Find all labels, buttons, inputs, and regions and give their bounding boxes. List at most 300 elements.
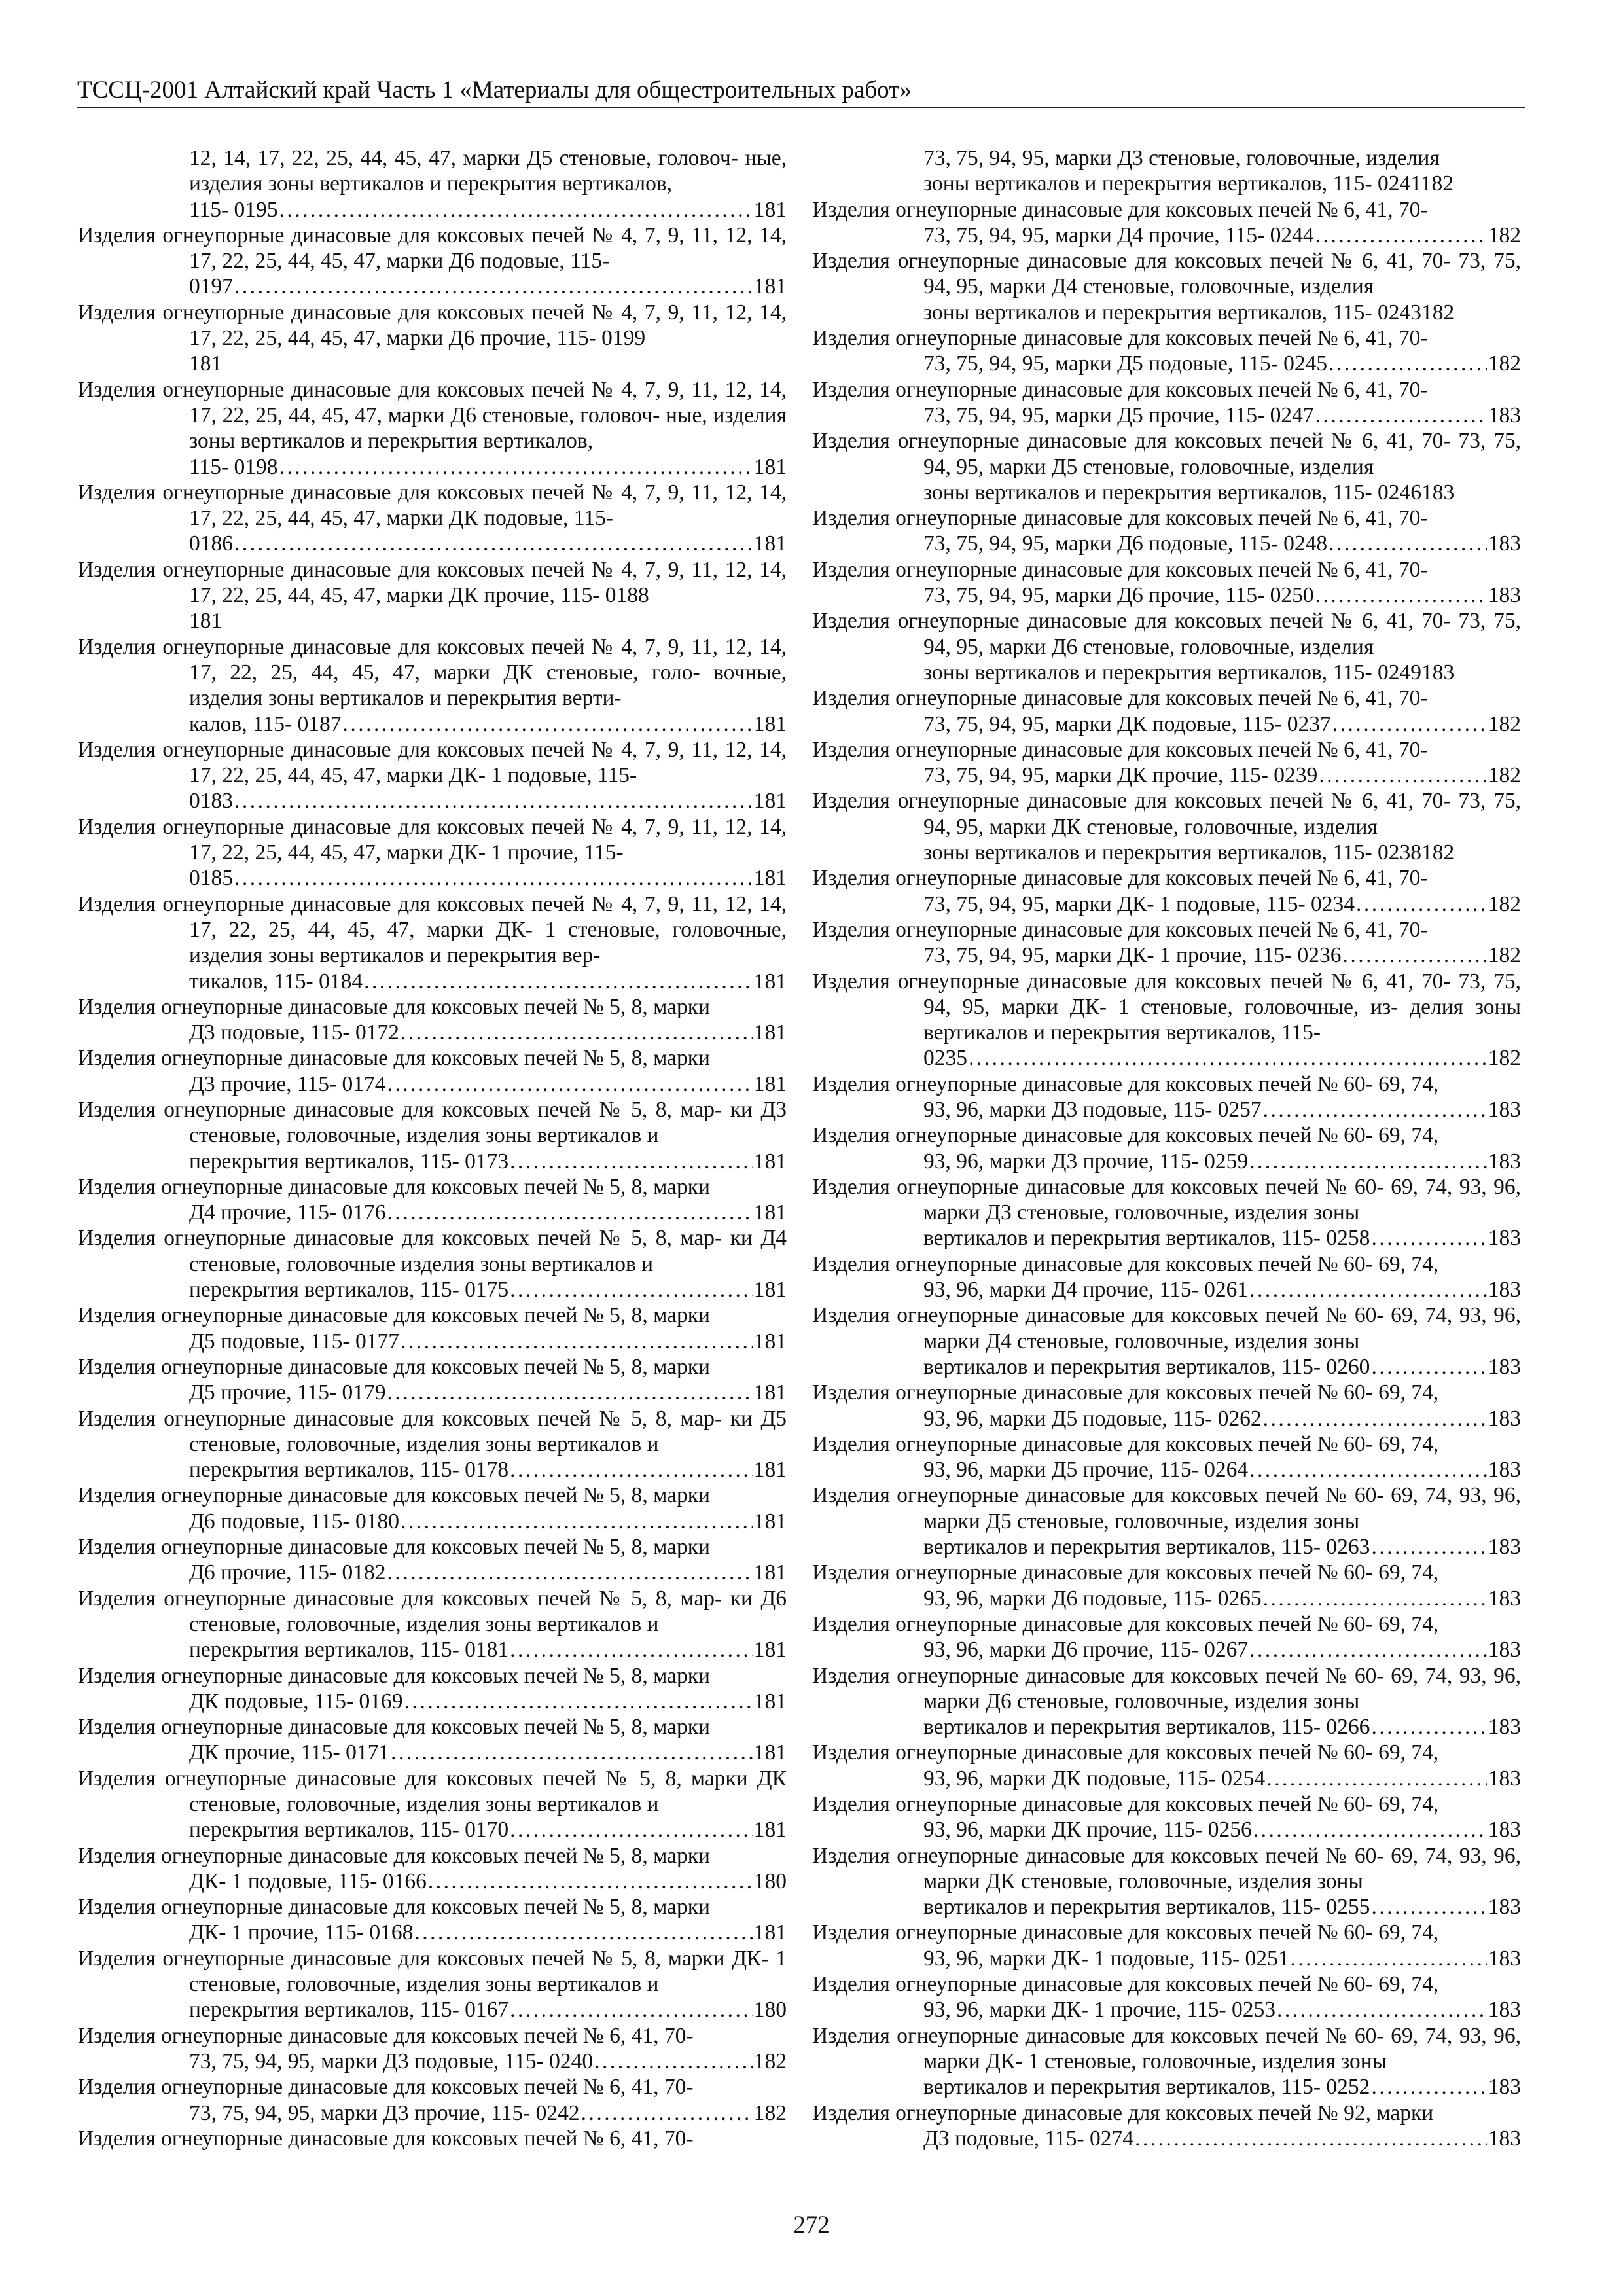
- index-entry: [78, 1586, 787, 1663]
- entry-last-line: [923, 403, 1521, 428]
- index-entry: [78, 737, 787, 814]
- entry-last-line: [923, 171, 1521, 196]
- entry-line: Изделия огнеупорные динасовые для коксовых печей № 5, 8, марки: [78, 1715, 710, 1740]
- entry-tail-text: 73, 75, 94, 95, марки Д6 прочие, 115- 0250: [923, 583, 1314, 608]
- entry-last-line: [189, 969, 787, 994]
- entry-page-ref: 183: [1488, 1638, 1521, 1662]
- entry-line: 73, 75, 94, 95, марки Д5 стеновые, головочные, изделия: [923, 429, 1521, 479]
- entry-page-ref: 181: [753, 1149, 787, 1174]
- entry-last-line: [923, 2074, 1521, 2100]
- dot-leader: [1371, 1714, 1486, 1740]
- entry-last-line: [189, 1560, 787, 1585]
- entry-line: Изделия огнеупорные динасовые для коксовых печей № 60- 69, 74,: [812, 1071, 1439, 1096]
- entry-page-ref: 180: [753, 1869, 787, 1893]
- dot-leader: [1253, 1817, 1487, 1842]
- entry-last-line: [189, 1200, 787, 1225]
- index-entry: [812, 1071, 1521, 1123]
- entry-line: Изделия огнеупорные динасовые для коксовых печей № 60- 69, 74,: [812, 1251, 1439, 1276]
- entry-last-line: [923, 1714, 1521, 1740]
- index-entry: [812, 2100, 1521, 2152]
- entry-tail-text: 93, 96, марки ДК- 1 подовые, 115- 0251: [923, 1946, 1289, 1971]
- entry-line: Изделия огнеупорные динасовые для коксовых печей № 60- 69, 74,: [812, 1431, 1439, 1456]
- entry-line: 93, 96, марки Д3 стеновые, головочные, изделия зоны: [923, 1174, 1522, 1225]
- entry-line: 73, 75, 94, 95, марки ДК- 1 стеновые, головочные, из-: [923, 969, 1521, 1019]
- entry-line: Изделия огнеупорные динасовые для коксовых печей № 6, 41, 70-: [78, 2075, 694, 2100]
- entry-line: 93, 96, марки Д5 стеновые, головочные, изделия зоны: [923, 1483, 1522, 1534]
- entry-tail-text: зоны вертикалов и перекрытия вертикалов, 115- 0246183: [923, 480, 1455, 505]
- entry-page-ref: 183: [1488, 1895, 1521, 1920]
- entry-page-ref: 183: [1488, 403, 1521, 427]
- entry-line: Изделия огнеупорные динасовые для коксовых печей № 6, 41, 70-: [812, 789, 1451, 814]
- entry-tail-text: вертикалов и перекрытия вертикалов, 115- 0255: [923, 1895, 1370, 1920]
- entry-line: Изделия огнеупорные динасовые для коксовых печей № 6, 41, 70-: [812, 377, 1428, 402]
- entry-line: Изделия огнеупорные динасовые для коксовых печей № 60- 69, 74,: [812, 1843, 1453, 1868]
- dot-leader: [1249, 1277, 1487, 1302]
- entry-tail-text: 93, 96, марки ДК подовые, 115- 0254: [923, 1766, 1266, 1791]
- entry-line: ки Д3 стеновые, головочные, изделия зоны вертикалов и: [189, 1097, 787, 1148]
- index-entry: [78, 557, 787, 634]
- dot-leader: [1249, 1457, 1487, 1482]
- entry-page-ref: 183: [1488, 1586, 1521, 1611]
- index-entry: [812, 1482, 1521, 1560]
- entry-page-ref: 182: [753, 2049, 787, 2073]
- entry-line: 12, 14, 17, 22, 25, 44, 45, 47, марки ДК стеновые, голо-: [189, 634, 787, 685]
- index-column-right: [812, 145, 1521, 2151]
- dot-leader: [510, 1637, 753, 1662]
- entry-line: Изделия огнеупорные динасовые для коксовых печей № 60- 69, 74,: [812, 1740, 1439, 1765]
- index-entry: [78, 1097, 787, 1174]
- entry-tail-text: вертикалов и перекрытия вертикалов, 115- 0258: [923, 1226, 1370, 1251]
- index-entry: [812, 685, 1521, 737]
- entry-line: Изделия огнеупорные динасовые для коксовых печей № 6, 41, 70-: [812, 737, 1428, 762]
- entry-page-ref: 183: [1488, 1818, 1521, 1842]
- index-entry: [812, 1971, 1521, 2023]
- entry-last-line: [923, 1586, 1521, 1611]
- dot-leader: [1263, 1406, 1487, 1431]
- entry-line: Изделия огнеупорные динасовые для коксовых печей № 6, 41, 70-: [812, 969, 1451, 994]
- entry-tail-text: 93, 96, марки Д6 прочие, 115- 0267: [923, 1638, 1249, 1662]
- entry-last-line: [189, 454, 787, 480]
- entry-last-line: [189, 2049, 787, 2074]
- entry-last-line: [923, 2126, 1521, 2151]
- entry-last-line: [189, 1329, 787, 1354]
- index-entry: [78, 2126, 787, 2151]
- entry-tail-text: 115- 0198: [189, 454, 278, 479]
- entry-tail-text: вертикалов и перекрытия вертикалов, 115- 0260: [923, 1354, 1370, 1379]
- entry-line: Изделия огнеупорные динасовые для коксовых печей № 4, 7, 9,: [78, 223, 685, 247]
- entry-page-ref: 183: [1488, 531, 1521, 556]
- entry-tail-text: 181: [189, 609, 223, 634]
- entry-tail-text: 73, 75, 94, 95, марки Д3 подовые, 115- 0240: [189, 2049, 594, 2073]
- page-number: 272: [793, 2212, 830, 2238]
- dot-leader: [594, 2049, 753, 2074]
- entry-page-ref: 181: [753, 789, 787, 814]
- entry-tail-text: 0183: [189, 789, 233, 814]
- entry-last-line: [189, 274, 787, 299]
- index-entry: [812, 197, 1521, 249]
- entry-line: Изделия огнеупорные динасовые для коксовых печей № 60- 69, 74,: [812, 1792, 1439, 1816]
- entry-line: Изделия огнеупорные динасовые для коксовых печей № 60- 69, 74,: [812, 2023, 1453, 2048]
- entry-last-line: [189, 608, 787, 634]
- entry-line: Изделия огнеупорные динасовые для коксовых печей № 60- 69, 74,: [812, 1123, 1439, 1148]
- dot-leader: [428, 1869, 753, 1894]
- entry-tail-text: Д3 подовые, 115- 0274: [923, 2126, 1133, 2151]
- entry-line: Изделия огнеупорные динасовые для коксовых печей № 5, 8, марки: [78, 1303, 710, 1328]
- entry-tail-text: 0197: [189, 274, 233, 299]
- entry-line: Изделия огнеупорные динасовые для коксовых печей № 5, 8, марки: [78, 1895, 710, 1920]
- dot-leader: [1291, 1946, 1487, 1971]
- index-entry: [812, 1791, 1521, 1843]
- entry-line: Изделия огнеупорные динасовые для коксовых печей № 6, 41, 70-: [812, 557, 1428, 582]
- dot-leader: [510, 1457, 753, 1482]
- index-entry: [812, 969, 1521, 1071]
- entry-line: Изделия огнеупорные динасовые для коксовых печей № 5, 8, марки: [78, 1354, 710, 1379]
- entry-page-ref: 183: [1488, 1998, 1521, 2022]
- entry-line: Изделия огнеупорные динасовые для коксовых печей № 60- 69, 74,: [812, 1611, 1439, 1636]
- entry-tail-text: Д6 прочие, 115- 0182: [189, 1560, 386, 1585]
- entry-tail-text: 73, 75, 94, 95, марки ДК- 1 подовые, 115- 0234: [923, 891, 1355, 916]
- dot-leader: [401, 1509, 753, 1534]
- entry-last-line: [923, 1946, 1521, 1971]
- index-entry: [78, 1225, 787, 1302]
- entry-line: Изделия огнеупорные динасовые для коксовых печей № 60- 69, 74,: [812, 1303, 1453, 1328]
- entry-page-ref: 183: [1488, 1149, 1521, 1174]
- dot-leader: [510, 1149, 753, 1174]
- index-entry: [812, 325, 1521, 377]
- entry-tail-text: вертикалов и перекрытия вертикалов, 115- 0252: [923, 2075, 1370, 2100]
- entry-line: Изделия огнеупорные динасовые для коксовых печей № 4, 7, 9, 11,: [78, 557, 718, 582]
- entry-tail-text: 73, 75, 94, 95, марки Д3 прочие, 115- 0242: [189, 2100, 580, 2125]
- dot-leader: [414, 1920, 752, 1945]
- dot-leader: [234, 531, 753, 556]
- entry-page-ref: 181: [753, 1818, 787, 1842]
- entry-line: 12, 14, 17, 22, 25, 44, 45, 47, марки Д6 стеновые, головоч-: [189, 377, 787, 427]
- index-entry: [78, 634, 787, 737]
- dot-leader: [1371, 1354, 1486, 1380]
- dot-leader: [234, 788, 753, 814]
- entry-page-ref: 182: [1488, 763, 1521, 788]
- entry-line: Изделия огнеупорные динасовые для коксовых печей № 60- 69, 74,: [812, 1174, 1453, 1199]
- entry-line: 12, 14, 17, 22, 25, 44, 45, 47, марки Д5 стеновые, головоч-: [189, 146, 738, 170]
- entry-tail-text: зоны вертикалов и перекрытия вертикалов, 115- 0243182: [923, 300, 1455, 325]
- index-entry: [78, 300, 787, 377]
- index-entry: [812, 1920, 1521, 1971]
- entry-last-line: [923, 660, 1521, 685]
- entry-tail-text: Д3 подовые, 115- 0172: [189, 1020, 399, 1045]
- entry-tail-text: 73, 75, 94, 95, марки Д4 прочие, 115- 0244: [923, 223, 1314, 247]
- entry-tail-text: 73, 75, 94, 95, марки Д5 прочие, 115- 0247: [923, 403, 1314, 427]
- entry-last-line: [189, 1071, 787, 1097]
- entry-line: вочные, изделия зоны вертикалов и перекрытия верти-: [189, 660, 787, 711]
- entry-page-ref: 183: [1488, 1354, 1521, 1379]
- entry-last-line: [923, 480, 1521, 505]
- index-entry: [812, 505, 1521, 557]
- entry-line: Изделия огнеупорные динасовые для коксовых печей № 60- 69, 74,: [812, 1560, 1439, 1585]
- entry-line: Изделия огнеупорные динасовые для коксовых печей № 5, 8, мар-: [78, 1097, 722, 1122]
- entry-page-ref: 182: [1488, 351, 1521, 376]
- entry-last-line: [923, 583, 1521, 608]
- entry-last-line: [923, 1277, 1521, 1302]
- entry-line: ки Д6 стеновые, головочные, изделия зоны вертикалов и: [189, 1586, 787, 1636]
- dot-leader: [1371, 1894, 1486, 1920]
- entry-tail-text: зоны вертикалов и перекрытия вертикалов, 115- 0241182: [923, 171, 1454, 196]
- entry-line: 93, 96, марки ДК стеновые, головочные, изделия зоны: [923, 1843, 1522, 1893]
- entry-tail-text: 115- 0195: [189, 197, 278, 222]
- entry-line: Изделия огнеупорные динасовые для коксовых печей № 5, 8, марки: [78, 1946, 725, 1971]
- dot-leader: [1249, 1637, 1487, 1662]
- entry-last-line: [923, 1894, 1521, 1920]
- entry-last-line: [189, 1509, 787, 1534]
- dot-leader: [510, 1997, 753, 2022]
- entry-last-line: [189, 2100, 787, 2126]
- entry-last-line: [189, 1920, 787, 1945]
- entry-page-ref: 181: [753, 1920, 787, 1945]
- dot-leader: [1371, 1534, 1486, 1560]
- entry-line: ные, изделия зоны вертикалов и перекрытия вертикалов,: [189, 403, 787, 454]
- entry-last-line: [189, 1380, 787, 1405]
- index-entry: [78, 1946, 787, 2023]
- dot-leader: [387, 1560, 752, 1585]
- index-entry: [78, 2023, 787, 2075]
- dot-leader: [1356, 891, 1487, 917]
- index-entry: [812, 917, 1521, 969]
- entry-page-ref: 183: [1488, 1458, 1521, 1482]
- entry-page-ref: 181: [753, 531, 787, 556]
- entry-page-ref: 183: [1488, 1278, 1521, 1302]
- entry-line: 11, 12, 14, 17, 22, 25, 44, 45, 47, марки Д6 подовые, 115-: [189, 223, 787, 274]
- index-entry: [812, 248, 1521, 325]
- index-entry: [812, 557, 1521, 609]
- index-entry: [812, 1843, 1521, 1920]
- entry-page-ref: 183: [1488, 2126, 1521, 2151]
- entry-line: Изделия огнеупорные динасовые для коксовых печей № 60- 69, 74,: [812, 1380, 1439, 1405]
- entry-last-line: [189, 1020, 787, 1045]
- index-entry: [812, 737, 1521, 789]
- dot-leader: [279, 454, 753, 480]
- entry-page-ref: 182: [1488, 891, 1521, 916]
- dot-leader: [234, 274, 753, 299]
- entry-last-line: [189, 865, 787, 891]
- entry-page-ref: 181: [753, 969, 787, 994]
- index-entry: [812, 1663, 1521, 1740]
- entry-tail-text: ДК- 1 подовые, 115- 0166: [189, 1869, 427, 1893]
- entry-page-ref: 181: [753, 274, 787, 299]
- dot-leader: [391, 1740, 753, 1765]
- entry-page-ref: 183: [1488, 1406, 1521, 1431]
- dot-leader: [364, 969, 753, 994]
- entry-line: Изделия огнеупорные динасовые для коксовых печей № 5, 8, марки: [78, 1483, 710, 1508]
- index-entry: [812, 1174, 1521, 1251]
- entry-tail-text: 93, 96, марки ДК прочие, 115- 0256: [923, 1818, 1252, 1842]
- entry-line: Изделия огнеупорные динасовые для коксовых печей № 6, 41, 70-: [812, 506, 1428, 531]
- entry-last-line: [923, 891, 1521, 917]
- entry-last-line: [923, 1097, 1521, 1122]
- index-entry: [812, 1380, 1521, 1431]
- entry-line: 12, 14, 17, 22, 25, 44, 45, 47, марки ДК- 1 прочие, 115-: [189, 814, 787, 865]
- entry-line: 12, 14, 17, 22, 25, 44, 45, 47, марки Д6 прочие, 115- 0199: [189, 300, 787, 351]
- entry-tail-text: 93, 96, марки Д5 прочие, 115- 0264: [923, 1458, 1249, 1482]
- entry-page-ref: 183: [1488, 2075, 1521, 2100]
- entry-last-line: [923, 1354, 1521, 1380]
- entry-tail-text: Д6 подовые, 115- 0180: [189, 1509, 399, 1534]
- entry-tail-text: ДК подовые, 115- 0169: [189, 1689, 403, 1713]
- entry-last-line: [923, 223, 1521, 248]
- entry-page-ref: 181: [753, 1329, 787, 1354]
- entry-line: 73, 75, 94, 95, марки ДК стеновые, головочные, изделия: [923, 789, 1521, 839]
- entry-line: Изделия огнеупорные динасовые для коксовых печей № 5, 8, мар-: [78, 1406, 722, 1431]
- entry-last-line: [923, 1997, 1521, 2022]
- dot-leader: [1371, 2074, 1486, 2100]
- entry-tail-text: вертикалов и перекрытия вертикалов, 115- 0263: [923, 1535, 1370, 1560]
- index-entry: [78, 1766, 787, 1843]
- index-entry: [812, 608, 1521, 685]
- dot-leader: [387, 1380, 752, 1405]
- entry-tail-text: Д5 подовые, 115- 0177: [189, 1329, 399, 1354]
- index-entry: [78, 994, 787, 1046]
- entry-line: 73, 75, 94, 95, марки Д3 стеновые, головочные, изделия: [923, 146, 1440, 170]
- index-entry: [78, 145, 787, 223]
- entry-line: Изделия огнеупорные динасовые для коксовых печей № 5, 8, марки: [78, 1663, 710, 1688]
- index-entry: [812, 1251, 1521, 1303]
- entry-tail-text: 93, 96, марки Д3 прочие, 115- 0259: [923, 1149, 1249, 1174]
- entry-tail-text: 73, 75, 94, 95, марки Д5 подовые, 115- 0245: [923, 351, 1328, 376]
- entry-line: Изделия огнеупорные динасовые для коксовых печей № 6, 41, 70-: [78, 2023, 694, 2048]
- entry-line: ные, изделия зоны вертикалов и перекрытия вертикалов,: [189, 146, 787, 196]
- index-entry: [78, 1482, 787, 1534]
- entry-line: Изделия огнеупорные динасовые для коксовых печей № 5, 8, мар-: [78, 1586, 722, 1611]
- entry-tail-text: 0235: [923, 1046, 967, 1071]
- entry-line: 12, 14, 17, 22, 25, 44, 45, 47, марки ДК- 1 подовые, 115-: [189, 737, 787, 788]
- entry-page-ref: 181: [753, 454, 787, 479]
- entry-last-line: [923, 1534, 1521, 1560]
- index-entry: [78, 1302, 787, 1354]
- index-entry: [812, 1302, 1521, 1380]
- index-entry: [812, 2023, 1521, 2100]
- entry-line: Изделия огнеупорные динасовые для коксовых печей № 4, 7, 9, 11,: [78, 634, 718, 659]
- entry-page-ref: 183: [1488, 1535, 1521, 1560]
- entry-page-ref: 182: [1488, 711, 1521, 736]
- entry-line: Изделия огнеупорные динасовые для коксовых печей № 5, 8, мар-: [78, 1226, 722, 1251]
- entry-tail-text: 93, 96, марки Д4 прочие, 115- 0261: [923, 1278, 1249, 1302]
- entry-last-line: [189, 1277, 787, 1302]
- entry-tail-text: вертикалов и перекрытия вертикалов, 115- 0266: [923, 1715, 1370, 1740]
- entry-last-line: [923, 1637, 1521, 1662]
- entry-last-line: [923, 1149, 1521, 1174]
- entry-line: Изделия огнеупорные динасовые для коксовых печей № 60- 69, 74,: [812, 1920, 1439, 1945]
- entry-page-ref: 180: [753, 1998, 787, 2022]
- dot-leader: [401, 1020, 753, 1045]
- entry-line: Изделия огнеупорные динасовые для коксовых печей № 5, 8, марки: [78, 1535, 710, 1560]
- entry-line: Изделия огнеупорные динасовые для коксовых печей № 60- 69, 74,: [812, 1663, 1453, 1688]
- entry-line: Изделия огнеупорные динасовые для коксовых печей № 60- 69, 74,: [812, 1972, 1439, 1997]
- dot-leader: [401, 1329, 753, 1354]
- entry-page-ref: 181: [753, 1071, 787, 1096]
- entry-tail-text: перекрытия вертикалов, 115- 0173: [189, 1149, 509, 1174]
- entry-line: 12, 14, 17, 22, 25, 44, 45, 47, марки ДК подовые, 115-: [189, 480, 787, 531]
- entry-page-ref: 183: [1488, 1946, 1521, 1971]
- index-entry: [812, 1560, 1521, 1611]
- entry-tail-text: 93, 96, марки ДК- 1 прочие, 115- 0253: [923, 1998, 1276, 2022]
- entry-page-ref: 181: [753, 711, 787, 736]
- entry-page-ref: 183: [1488, 1226, 1521, 1251]
- entry-tail-text: Д3 прочие, 115- 0174: [189, 1071, 386, 1096]
- entry-last-line: [189, 1869, 787, 1894]
- entry-page-ref: 181: [753, 1560, 787, 1585]
- entry-line: ки Д4 стеновые, головочные изделия зоны вертикалов и: [189, 1226, 787, 1276]
- dot-leader: [969, 1045, 1487, 1071]
- dot-leader: [1135, 2126, 1487, 2151]
- entry-line: Изделия огнеупорные динасовые для коксовых печей № 6, 41, 70-: [812, 197, 1428, 222]
- entry-tail-text: 93, 96, марки Д3 подовые, 115- 0257: [923, 1097, 1262, 1122]
- entry-line: Изделия огнеупорные динасовые для коксовых печей № 5, 8, марки: [78, 1174, 710, 1199]
- dot-leader: [279, 197, 753, 223]
- dot-leader: [1371, 1225, 1486, 1251]
- entry-page-ref: 183: [1488, 1715, 1521, 1740]
- entry-tail-text: 93, 96, марки Д6 подовые, 115- 0265: [923, 1586, 1262, 1611]
- entry-last-line: [189, 1149, 787, 1174]
- entry-page-ref: 182: [753, 2100, 787, 2125]
- entry-tail-text: перекрытия вертикалов, 115- 0181: [189, 1638, 509, 1662]
- dot-leader: [404, 1689, 753, 1714]
- index-entry: [78, 223, 787, 300]
- index-column-left: [78, 145, 787, 2151]
- index-entry: [78, 1663, 787, 1715]
- index-entry: [78, 1534, 787, 1586]
- entry-tail-text: 181: [189, 351, 223, 376]
- entry-last-line: [189, 1689, 787, 1714]
- entry-last-line: [189, 1637, 787, 1662]
- entry-tail-text: 73, 75, 94, 95, марки ДК подовые, 115- 0237: [923, 711, 1331, 736]
- entry-line: Изделия огнеупорные динасовые для коксовых печей № 5, 8, марки: [78, 1843, 710, 1868]
- dot-leader: [1343, 942, 1487, 968]
- dot-leader: [510, 1277, 753, 1302]
- entry-last-line: [923, 531, 1521, 556]
- entry-last-line: [923, 1045, 1521, 1071]
- entry-tail-text: ДК- 1 прочие, 115- 0168: [189, 1920, 414, 1945]
- entry-page-ref: 181: [753, 1509, 787, 1534]
- index-entry: [78, 1843, 787, 1895]
- index-entry: [78, 1714, 787, 1766]
- entry-page-ref: 183: [1488, 1766, 1521, 1791]
- index-entry: [78, 1045, 787, 1097]
- entry-last-line: [923, 1406, 1521, 1431]
- entry-tail-text: 73, 75, 94, 95, марки ДК прочие, 115- 0239: [923, 763, 1318, 788]
- index-entry: [812, 788, 1521, 865]
- entry-last-line: [189, 531, 787, 556]
- entry-last-line: [189, 351, 787, 376]
- index-entry: [78, 377, 787, 480]
- index-entry: [812, 1740, 1521, 1791]
- entry-last-line: [923, 1457, 1521, 1482]
- entry-last-line: [189, 197, 787, 223]
- entry-last-line: [189, 1457, 787, 1482]
- index-entry: [78, 1354, 787, 1406]
- dot-leader: [387, 1200, 752, 1225]
- entry-tail-text: зоны вертикалов и перекрытия вертикалов, 115- 0249183: [923, 660, 1455, 685]
- entry-tail-text: 0186: [189, 531, 233, 556]
- entry-page-ref: 181: [753, 1740, 787, 1765]
- entry-line: Изделия огнеупорные динасовые для коксовых печей № 4, 7, 9, 11,: [78, 737, 718, 762]
- entry-last-line: [189, 788, 787, 814]
- entry-page-ref: 181: [753, 1380, 787, 1405]
- entry-line: Изделия огнеупорные динасовые для коксовых печей № 4, 7, 9, 11,: [78, 480, 718, 505]
- dot-leader: [1263, 1586, 1487, 1611]
- entry-line: ки Д5 стеновые, головочные, изделия зоны вертикалов и: [189, 1406, 787, 1456]
- entry-tail-text: зоны вертикалов и перекрытия вертикалов, 115- 0238182: [923, 840, 1455, 865]
- entry-line: Изделия огнеупорные динасовые для коксовых печей № 5, 8, марки: [78, 994, 710, 1019]
- dot-leader: [1332, 711, 1487, 737]
- entry-line: Изделия огнеупорные динасовые для коксовых печей № 6, 41, 70-: [812, 429, 1451, 454]
